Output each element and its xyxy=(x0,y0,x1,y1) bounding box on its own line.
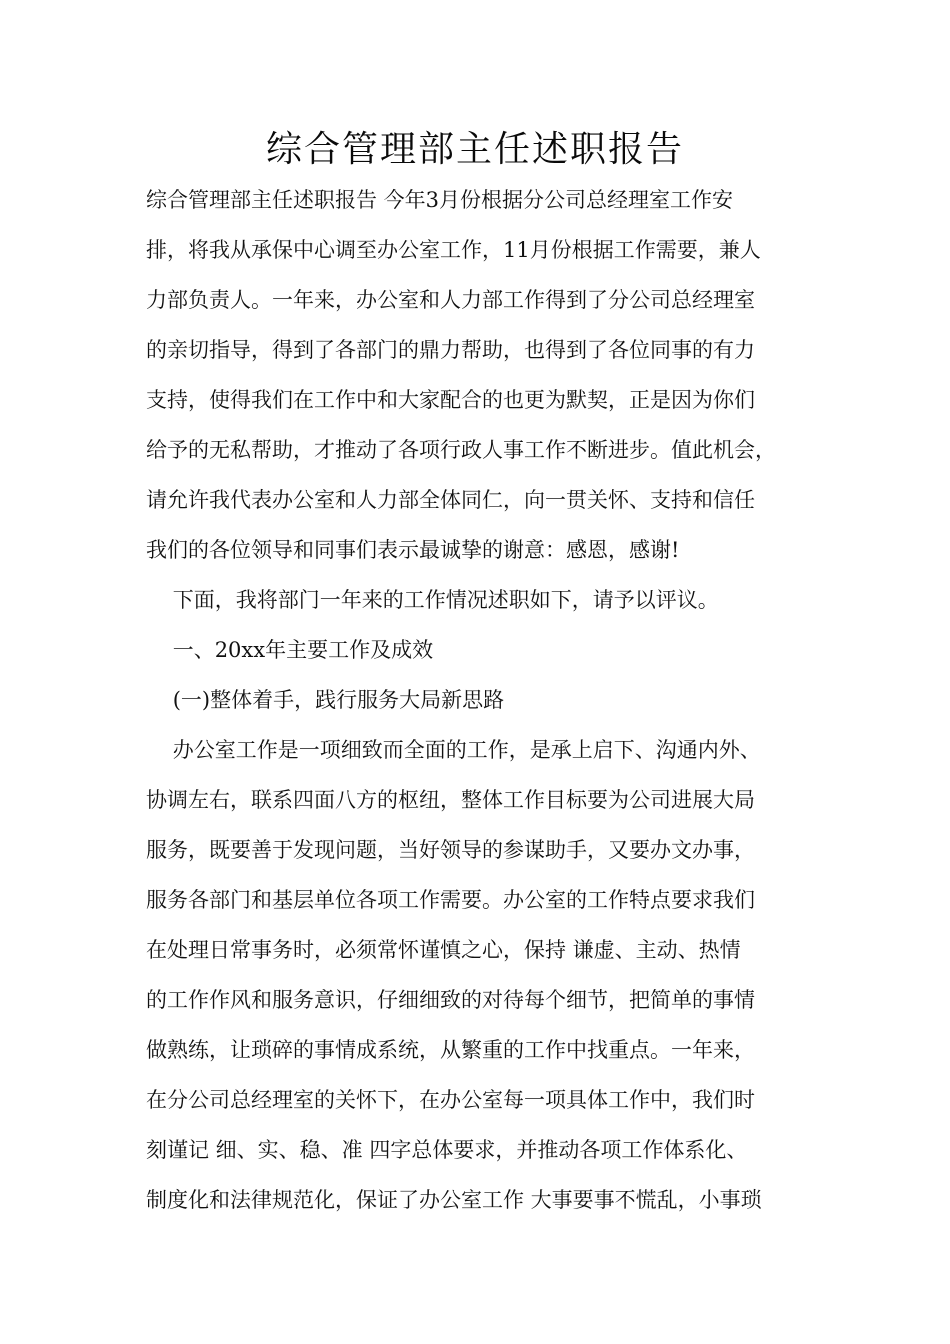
body-line: 做熟练，让琐碎的事情成系统，从繁重的工作中找重点。一年来， xyxy=(146,1038,755,1062)
body-line: 在分公司总经理室的关怀下，在办公室每一项具体工作中，我们时 xyxy=(146,1088,755,1112)
body-line: 服务，既要善于发现问题，当好领导的参谋助手，又要办文办事， xyxy=(146,838,755,862)
document-title: 综合管理部主任述职报告 xyxy=(265,129,684,170)
subsection-heading: (一)整体着手，践行服务大局新思路 xyxy=(146,688,505,712)
body-line: 的工作作风和服务意识，仔细细致的对待每个细节，把简单的事情 xyxy=(146,988,755,1012)
body-line: 在处理日常事务时，必须常怀谨慎之心，保持 谦虚、主动、热情 xyxy=(146,938,741,962)
body-line: 办公室工作是一项细致而全面的工作，是承上启下、沟通内外、 xyxy=(146,738,761,762)
body-line: 制度化和法律规范化，保证了办公室工作 大事要事不慌乱，小事琐 xyxy=(146,1188,762,1212)
body-line: 刻谨记 细、实、稳、准 四字总体要求，并推动各项工作体系化、 xyxy=(146,1138,748,1162)
body-line: 我们的各位领导和同事们表示最诚挚的谢意：感恩，感谢! xyxy=(146,538,680,562)
body-line: 协调左右，联系四面八方的枢纽，整体工作目标要为公司进展大局 xyxy=(146,788,755,812)
body-line: 力部负责人。一年来，办公室和人力部工作得到了分公司总经理室 xyxy=(146,288,755,312)
body-line: 给予的无私帮助，才推动了各项行政人事工作不断进步。值此机会， xyxy=(146,438,776,462)
section-heading: 一、20xx年主要工作及成效 xyxy=(146,638,434,662)
body-line: 服务各部门和基层单位各项工作需要。办公室的工作特点要求我们 xyxy=(146,888,755,912)
body-line: 排，将我从承保中心调至办公室工作，11月份根据工作需要，兼人 xyxy=(146,238,761,262)
body-line: 综合管理部主任述职报告 今年3月份根据分公司总经理室工作安 xyxy=(146,188,734,212)
body-line: 请允许我代表办公室和人力部全体同仁，向一贯关怀、支持和信任 xyxy=(146,488,755,512)
body-line: 的亲切指导，得到了各部门的鼎力帮助，也得到了各位同事的有力 xyxy=(146,338,755,362)
body-line: 下面，我将部门一年来的工作情况述职如下，请予以评议。 xyxy=(146,588,719,612)
body-line: 支持，使得我们在工作中和大家配合的也更为默契，正是因为你们 xyxy=(146,388,755,412)
